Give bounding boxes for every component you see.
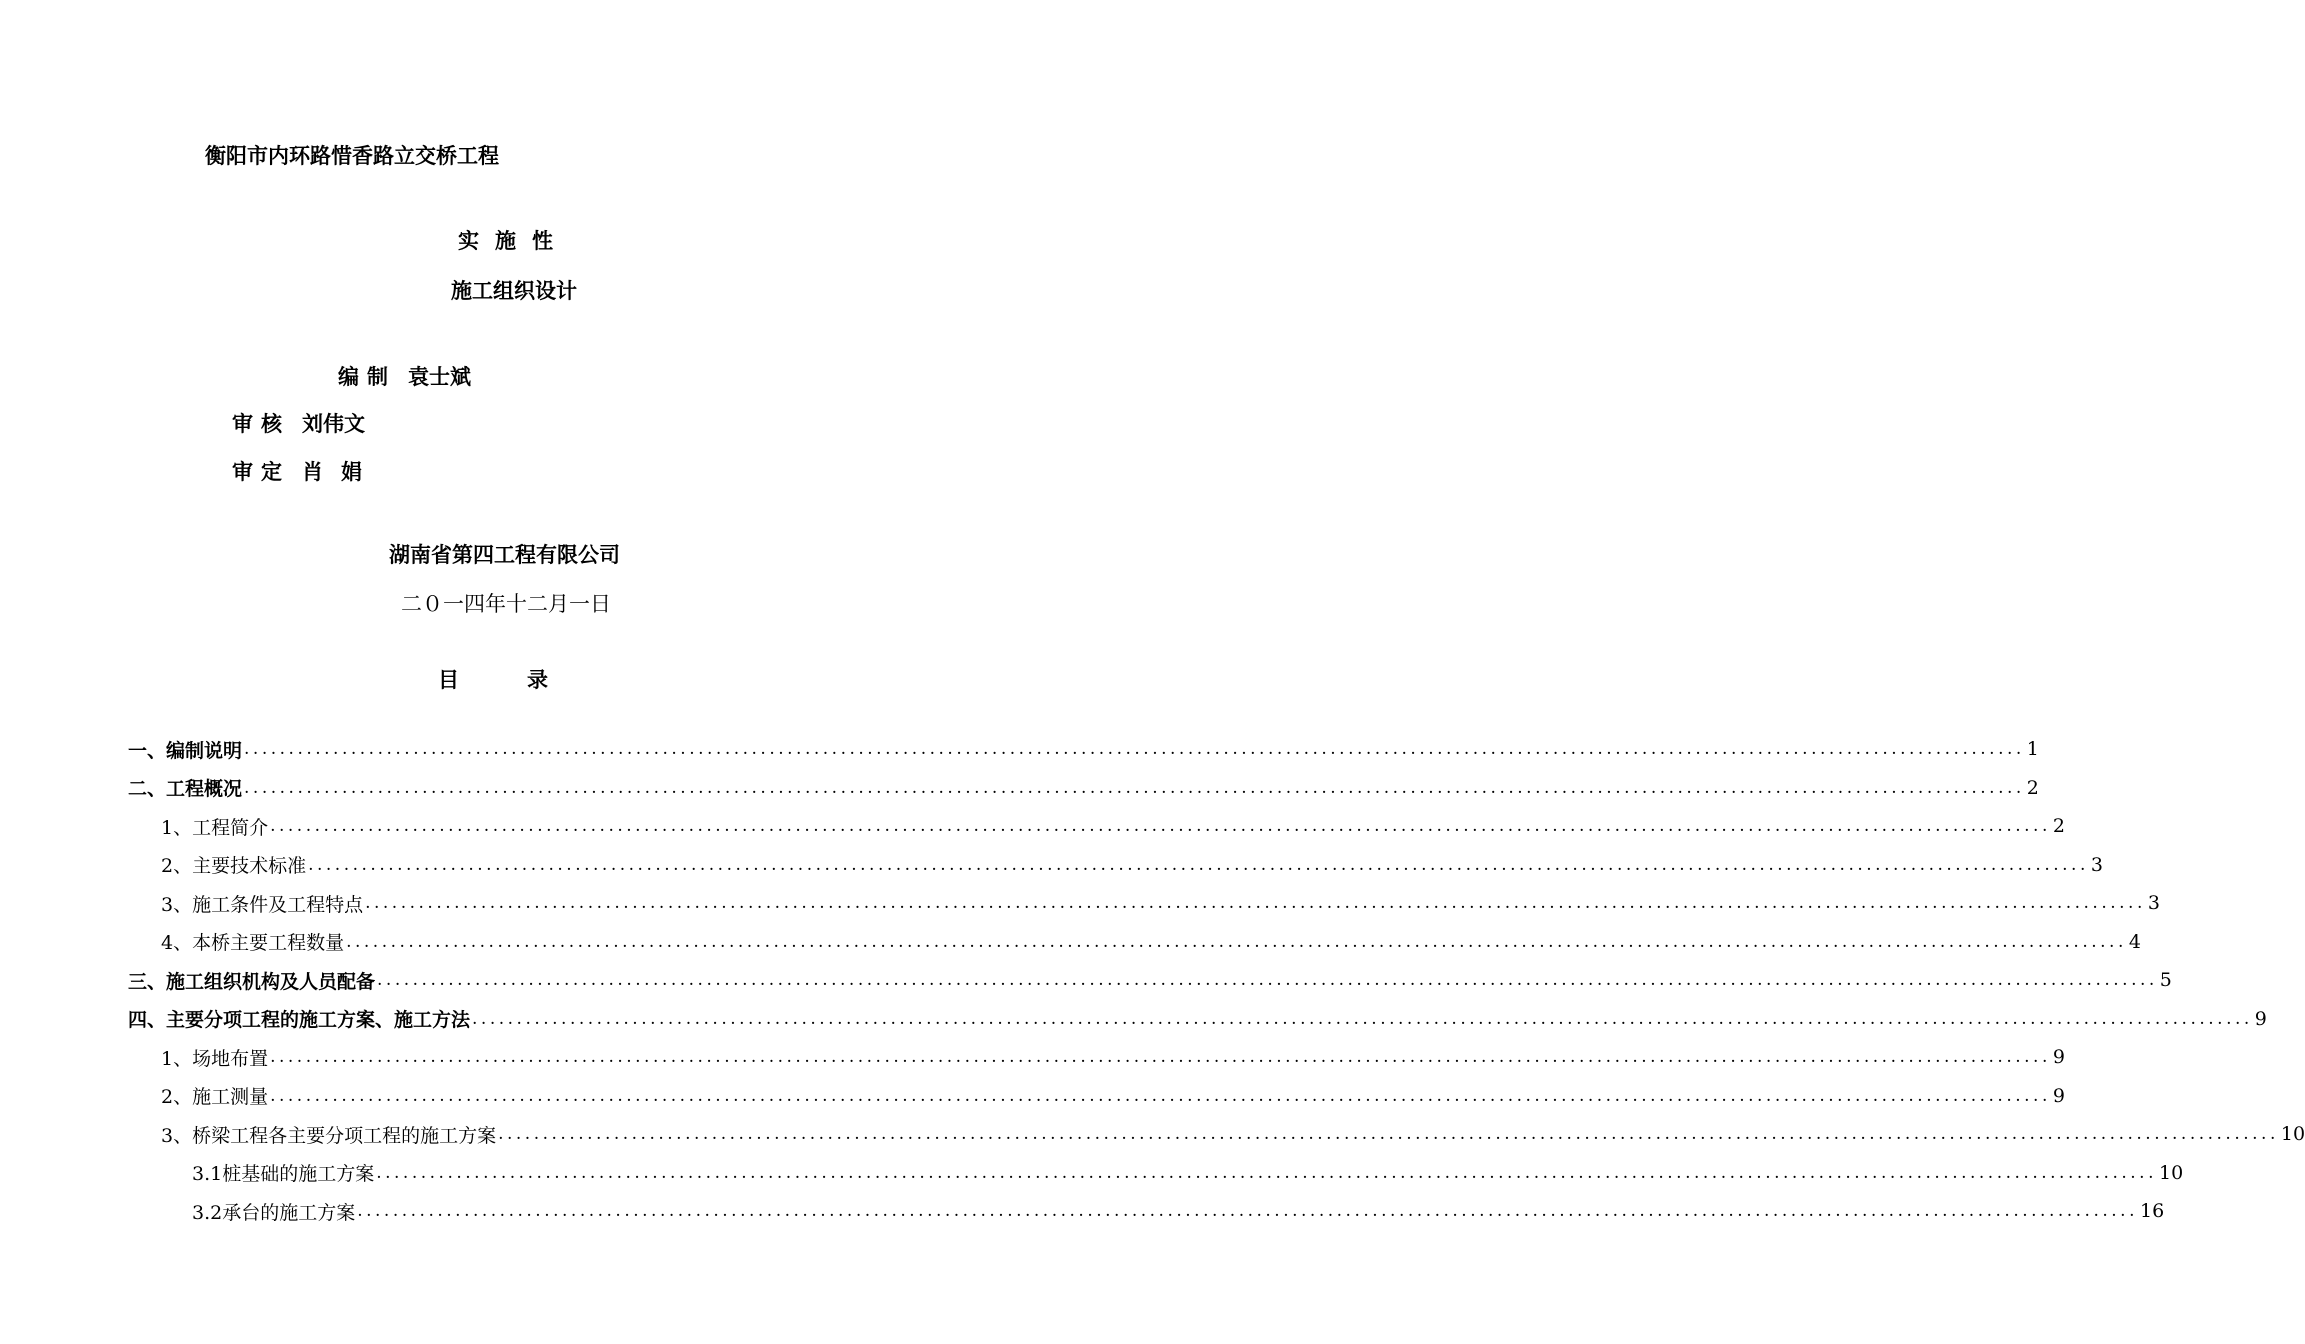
toc-dot-leader: ........................................................................................................................................................................................................: [346, 931, 2127, 952]
table-of-contents: [128, 730, 2305, 1231]
toc-dot-leader: ........................................................................................................................................................................................................: [244, 739, 2025, 760]
toc-entry-page: 9: [2052, 1046, 2065, 1069]
toc-entry[interactable]: [128, 1192, 2165, 1231]
toc-dot-leader: ........................................................................................................................................................................................................: [270, 1047, 2051, 1068]
toc-entry-page: 3: [2147, 892, 2160, 915]
toc-dot-leader: ........................................................................................................................................................................................................: [270, 1085, 2051, 1106]
toc-entry-label: 3.2承台的施工方案: [192, 1201, 356, 1224]
toc-dot-leader: ........................................................................................................................................................................................................: [376, 1162, 2157, 1183]
approver-name: 肖娟: [302, 459, 380, 484]
toc-heading: 目录: [438, 667, 616, 692]
toc-entry-label: 二、工程概况: [128, 778, 243, 801]
toc-dot-leader: ........................................................................................................................................................................................................: [270, 816, 2051, 837]
toc-entry[interactable]: [128, 769, 2039, 808]
toc-entry[interactable]: [128, 923, 2141, 962]
toc-entry-label: 一、编制说明: [128, 739, 243, 762]
toc-dot-leader: ........................................................................................................................................................................................................: [472, 1008, 2253, 1029]
toc-dot-leader: ........................................................................................................................................................................................................: [365, 893, 2146, 914]
toc-entry-page: 5: [2159, 969, 2172, 992]
toc-dot-leader: ........................................................................................................................................................................................................: [357, 1201, 2138, 1222]
toc-entry-label: 四、主要分项工程的施工方案、施工方法: [128, 1009, 471, 1032]
toc-entry[interactable]: [128, 961, 2172, 1000]
reviewer-name: 刘伟文: [302, 411, 365, 436]
document-type: 实施性: [458, 228, 569, 253]
compiler-role: 编制: [338, 364, 396, 389]
toc-entry[interactable]: [128, 730, 2039, 769]
toc-entry-label: 2、施工测量: [161, 1086, 269, 1109]
reviewer-line: [232, 413, 365, 434]
approver-line: [232, 461, 380, 482]
toc-entry-label: 1、场地布置: [161, 1047, 269, 1070]
toc-entry[interactable]: [128, 1115, 2305, 1154]
toc-entry-label: 1、工程简介: [161, 816, 269, 839]
toc-entry-page: 3: [2090, 853, 2103, 876]
toc-entry-page: 10: [2280, 1123, 2305, 1146]
toc-entry-page: 10: [2158, 1161, 2184, 1184]
toc-dot-leader: ........................................................................................................................................................................................................: [377, 970, 2158, 991]
toc-entry-label: 3、施工条件及工程特点: [161, 893, 364, 916]
toc-entry[interactable]: [128, 1000, 2267, 1039]
approver-role: 审定: [232, 459, 290, 484]
toc-entry-page: 1: [2026, 738, 2039, 761]
toc-entry-page: 4: [2128, 930, 2141, 953]
toc-entry-label: 2、主要技术标准: [161, 855, 307, 878]
toc-entry-page: 16: [2139, 1200, 2165, 1223]
toc-entry-label: 3、桥梁工程各主要分项工程的施工方案: [161, 1124, 497, 1147]
toc-entry[interactable]: [128, 1038, 2065, 1077]
toc-dot-leader: ........................................................................................................................................................................................................: [498, 1124, 2279, 1145]
toc-entry[interactable]: [128, 1077, 2065, 1116]
company-name: 湖南省第四工程有限公司: [389, 542, 620, 567]
toc-entry-label: 三、施工组织机构及人员配备: [128, 970, 376, 993]
toc-entry-page: 2: [2052, 815, 2065, 838]
toc-entry[interactable]: [128, 1154, 2184, 1193]
toc-entry[interactable]: [128, 846, 2103, 885]
toc-dot-leader: ........................................................................................................................................................................................................: [308, 854, 2089, 875]
reviewer-role: 审核: [232, 411, 290, 436]
compiler-name: 袁士斌: [408, 364, 471, 389]
document-date: 二０一四年十二月一日: [401, 592, 611, 616]
toc-entry-label: 3.1桩基础的施工方案: [192, 1163, 375, 1186]
toc-dot-leader: ........................................................................................................................................................................................................: [244, 777, 2025, 798]
compiler-line: [338, 366, 471, 387]
project-title: 衡阳市内环路惜香路立交桥工程: [205, 143, 499, 168]
toc-entry-label: 4、本桥主要工程数量: [161, 932, 345, 955]
toc-entry[interactable]: [128, 807, 2065, 846]
toc-entry-page: 9: [2254, 1007, 2267, 1030]
toc-entry-page: 9: [2052, 1084, 2065, 1107]
toc-entry[interactable]: [128, 884, 2160, 923]
toc-entry-page: 2: [2026, 776, 2039, 799]
document-subtitle: 施工组织设计: [451, 278, 577, 303]
